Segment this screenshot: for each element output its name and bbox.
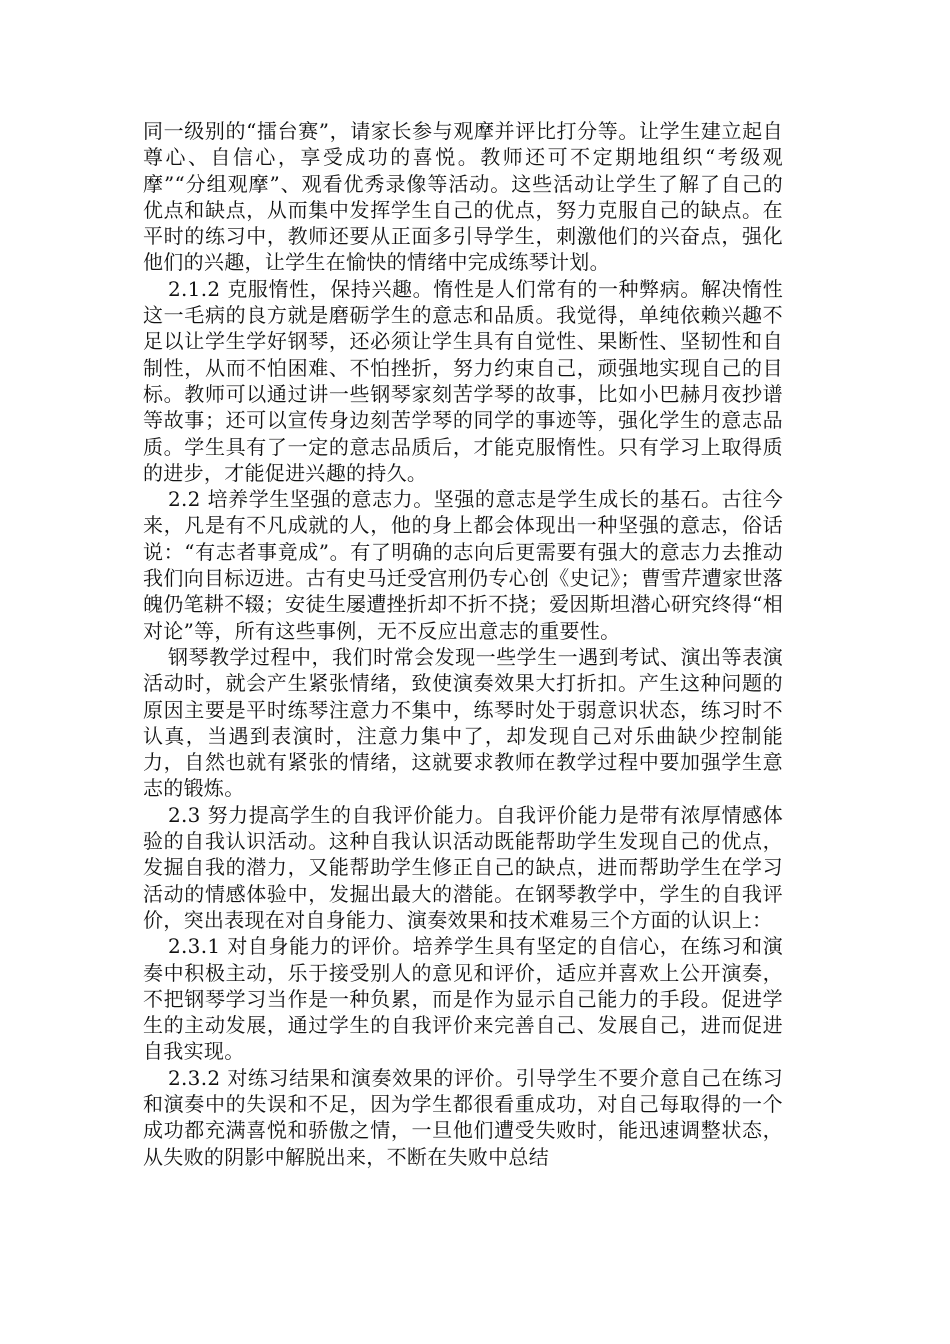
document-body: [143, 118, 783, 1170]
paragraph-continuation: 同一级别的“擂台赛”，请家长参与观摩并评比打分等。让学生建立起自尊心、自信心，享受成功的喜悦。教师还可不定期地组织“考级观摩”“分组观摩”、观看优秀录像等活动。这些活动让学生了解了自己的优点和缺点，从而集中发挥学生自己的优点，努力克服自己的缺点。在平时的练习中，教师还要从正面多引导学生，刺激他们的兴奋点，强化他们的兴趣，让学生在愉快的情绪中完成练琴计划。: [143, 119, 783, 275]
paragraph-2-3-2: 2.3.2 对练习结果和演奏效果的评价。引导学生不要介意自己在练习和演奏中的失误和不足，因为学生都很看重成功，对自己每取得的一个成功都充满喜悦和骄傲之情，一旦他们遭受失败时，能迅速调整状态，从失败的阴影中解脱出来，不断在失败中总结: [143, 1065, 783, 1169]
paragraph-2-2: 2.2 培养学生坚强的意志力。坚强的意志是学生成长的基石。古往今来，凡是有不凡成就的人，他的身上都会体现出一种坚强的意志，俗话说：“有志者事竟成”。有了明确的志向后更需要有强大的意志力去推动我们向目标迈进。古有史马迁受宫刑仍专心创《史记》；曹雪芹遭家世落魄仍笔耕不辍；安徒生屡遭挫折却不折不挠；爱因斯坦潜心研究终得“相对论”等，所有这些事例，无不反应出意志的重要性。: [143, 487, 783, 643]
paragraph-2-3-1: 2.3.1 对自身能力的评价。培养学生具有坚定的自信心，在练习和演奏中积极主动，乐于接受别人的意见和评价，适应并喜欢上公开演奏，不把钢琴学习当作是一种负累，而是作为显示自己能力的手段。促进学生的主动发展，通过学生的自我评价来完善自己、发展自己，进而促进自我实现。: [143, 934, 783, 1064]
paragraph-2-3: 2.3 努力提高学生的自我评价能力。自我评价能力是带有浓厚情感体验的自我认识活动。这种自我认识活动既能帮助学生发现自己的优点，发掘自我的潜力，又能帮助学生修正自己的缺点，进而帮助学生在学习活动的情感体验中，发掘出最大的潜能。在钢琴教学中，学生的自我评价，突出表现在对自身能力、演奏效果和技术难易三个方面的认识上：: [143, 802, 783, 932]
paragraph-piano-teaching: 钢琴教学过程中，我们时常会发现一些学生一遇到考试、演出等表演活动时，就会产生紧张情绪，致使演奏效果大打折扣。产生这种问题的原因主要是平时练琴注意力不集中，练琴时处于弱意识状态，练习时不认真，当遇到表演时，注意力集中了，却发现自己对乐曲缺少控制能力，自然也就有紧张的情绪，这就要求教师在教学过程中要加强学生意志的锻炼。: [143, 644, 783, 801]
paragraph-2-1-2: 2.1.2 克服惰性，保持兴趣。惰性是人们常有的一种弊病。解决惰性这一毛病的良方就是磨砺学生的意志和品质。我觉得，单纯依赖兴趣不足以让学生学好钢琴，还必须让学生具有自觉性、果断性、坚韧性和自制性，从而不怕困难、不怕挫折，努力约束自己，顽强地实现自己的目标。教师可以通过讲一些钢琴家刻苦学琴的故事，比如小巴赫月夜抄谱等故事；还可以宣传身边刻苦学琴的同学的事迹等，强化学生的意志品质。学生具有了一定的意志品质后，才能克服惰性。只有学习上取得质的进步，才能促进兴趣的持久。: [143, 276, 783, 485]
